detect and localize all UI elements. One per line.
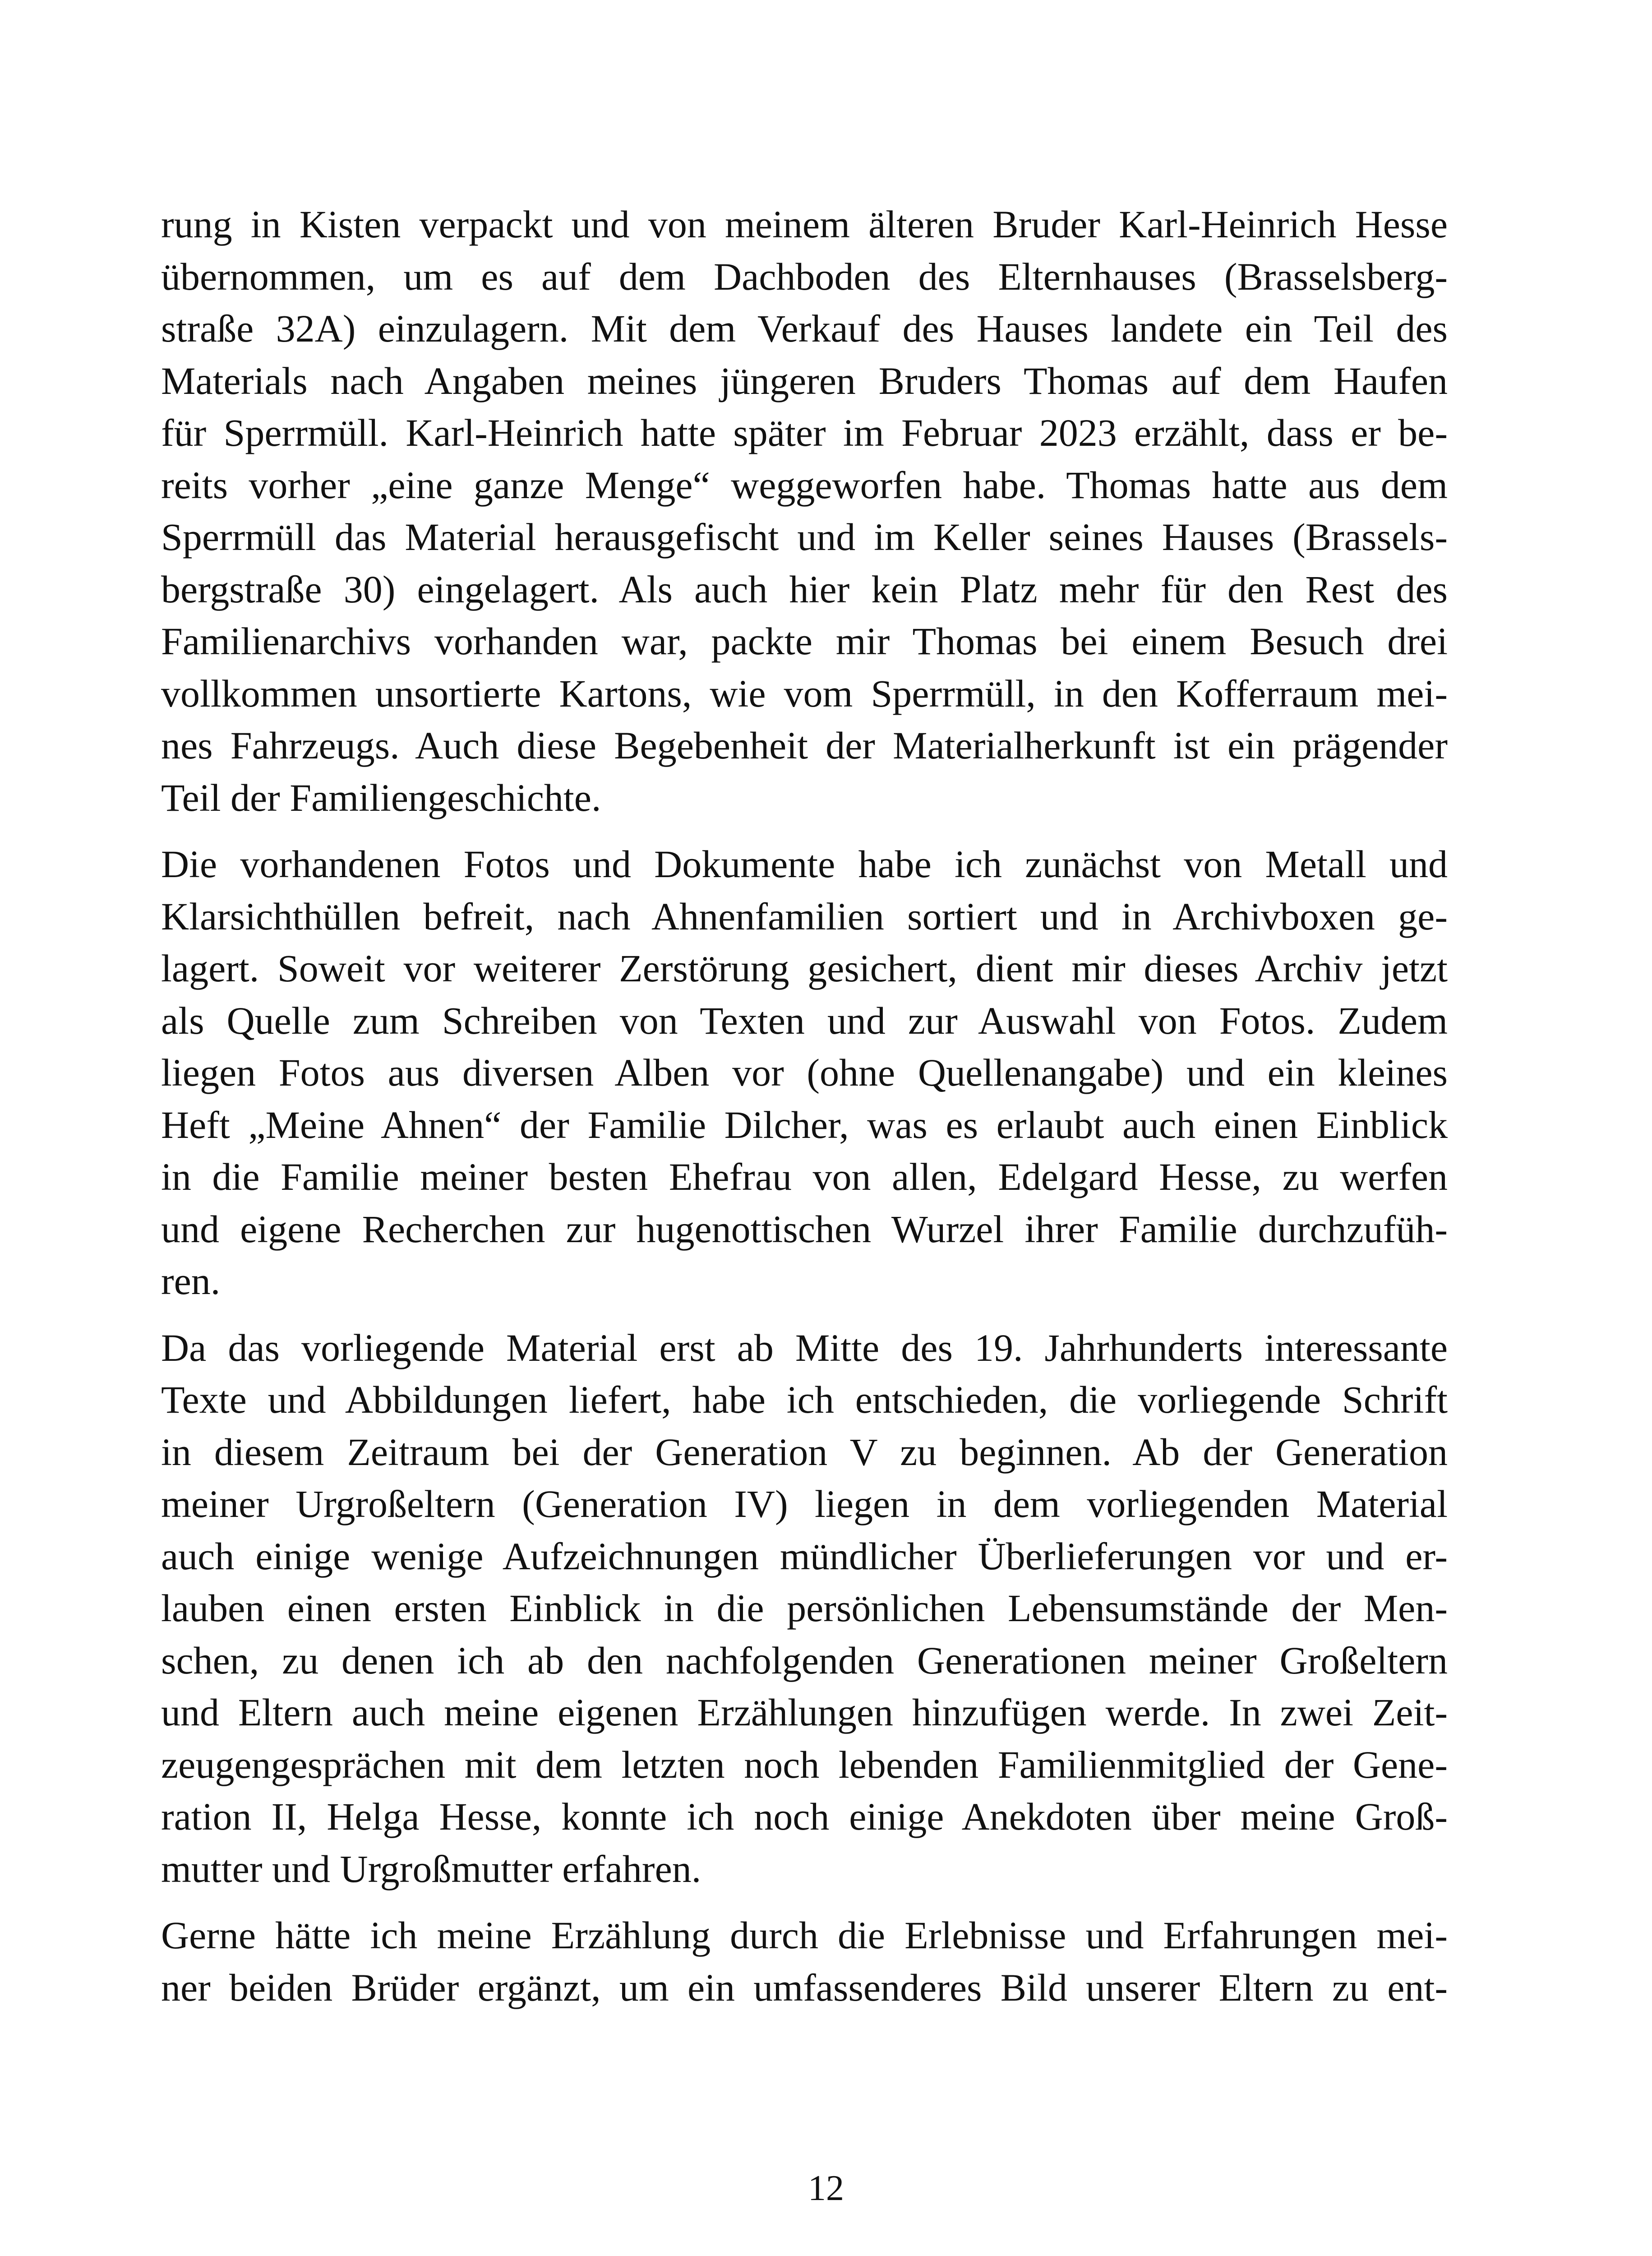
paragraph-2 xyxy=(161,838,1448,1308)
text-line: Heft „Meine Ahnen“ der Familie Dilcher, was es erlaubt auch einen Einblick xyxy=(161,1103,1448,1146)
text-line: Gerne hätte ich meine Erzählung durch die Erlebnisse und Erfahrungen mei- xyxy=(161,1914,1448,1957)
text-line: ren. xyxy=(161,1259,221,1303)
text-line: reits vorher „eine ganze Menge“ weggeworfen habe. Thomas hatte aus dem xyxy=(161,463,1448,507)
text-line: bergstraße 30) eingelagert. Als auch hier kein Platz mehr für den Rest des xyxy=(161,567,1448,611)
text-line: schen, zu denen ich ab den nachfolgenden Generationen meiner Großeltern xyxy=(161,1638,1448,1682)
text-line: vollkommen unsortierte Kartons, wie vom Sperrmüll, in den Kofferraum mei- xyxy=(161,671,1448,715)
text-line: ration II, Helga Hesse, konnte ich noch einige Anekdoten über meine Groß- xyxy=(161,1795,1448,1838)
text-line: Teil der Familiengeschichte. xyxy=(161,776,601,819)
text-line: für Sperrmüll. Karl-Heinrich hatte später im Februar 2023 erzählt, dass er be- xyxy=(161,411,1448,454)
text-line: liegen Fotos aus diversen Alben vor (ohne Quellenangabe) und ein kleines xyxy=(161,1051,1448,1094)
text-line: Familienarchivs vorhanden war, packte mir Thomas bei einem Besuch drei xyxy=(161,619,1448,663)
paragraph-3 xyxy=(161,1322,1448,1895)
text-line: Materials nach Angaben meines jüngeren Bruders Thomas auf dem Haufen xyxy=(161,359,1448,402)
paragraph-4 xyxy=(161,1909,1448,2014)
body-text xyxy=(161,199,1448,2028)
text-line: mutter und Urgroßmutter erfahren. xyxy=(161,1847,701,1891)
text-line: straße 32A) einzulagern. Mit dem Verkauf des Hauses landete ein Teil des xyxy=(161,307,1448,350)
page-number: 12 xyxy=(808,2168,844,2208)
text-line: Klarsichthüllen befreit, nach Ahnenfamilien sortiert und in Archivboxen ge- xyxy=(161,894,1448,938)
text-line: Die vorhandenen Fotos und Dokumente habe ich zunächst von Metall und xyxy=(161,842,1448,886)
paragraph-1 xyxy=(161,199,1448,824)
text-line: rung in Kisten verpackt und von meinem älteren Bruder Karl-Heinrich Hesse xyxy=(161,203,1448,246)
text-line: Sperrmüll das Material herausgefischt und im Keller seines Hauses (Brassels- xyxy=(161,515,1448,559)
text-line: meiner Urgroßeltern (Generation IV) liegen in dem vorliegenden Material xyxy=(161,1482,1448,1526)
text-line: in die Familie meiner besten Ehefrau von allen, Edelgard Hesse, zu werfen xyxy=(161,1155,1448,1198)
text-line: Texte und Abbildungen liefert, habe ich entschieden, die vorliegende Schrift xyxy=(161,1378,1448,1421)
text-line: übernommen, um es auf dem Dachboden des Elternhauses (Brasselsberg- xyxy=(161,254,1448,298)
text-line: als Quelle zum Schreiben von Texten und zur Auswahl von Fotos. Zudem xyxy=(161,999,1448,1042)
text-line: lauben einen ersten Einblick in die persönlichen Lebensumstände der Men- xyxy=(161,1586,1448,1630)
text-line: Da das vorliegende Material erst ab Mitte des 19. Jahrhunderts interessante xyxy=(161,1326,1448,1369)
text-line: und Eltern auch meine eigenen Erzählungen hinzufügen werde. In zwei Zeit- xyxy=(161,1691,1448,1734)
text-line: und eigene Recherchen zur hugenottischen Wurzel ihrer Familie durchzufüh- xyxy=(161,1207,1448,1251)
text-line: in diesem Zeitraum bei der Generation V zu beginnen. Ab der Generation xyxy=(161,1430,1448,1474)
text-line: zeugengesprächen mit dem letzten noch lebenden Familienmitglied der Gene- xyxy=(161,1743,1448,1786)
text-line: nes Fahrzeugs. Auch diese Begebenheit der Materialherkunft ist ein prägender xyxy=(161,724,1448,767)
text-line: auch einige wenige Aufzeichnungen mündlicher Überlieferungen vor und er- xyxy=(161,1534,1448,1578)
text-line: ner beiden Brüder ergänzt, um ein umfassenderes Bild unserer Eltern zu ent- xyxy=(161,1965,1448,2009)
text-line: lagert. Soweit vor weiterer Zerstörung gesichert, dient mir dieses Archiv jetzt xyxy=(161,947,1448,990)
